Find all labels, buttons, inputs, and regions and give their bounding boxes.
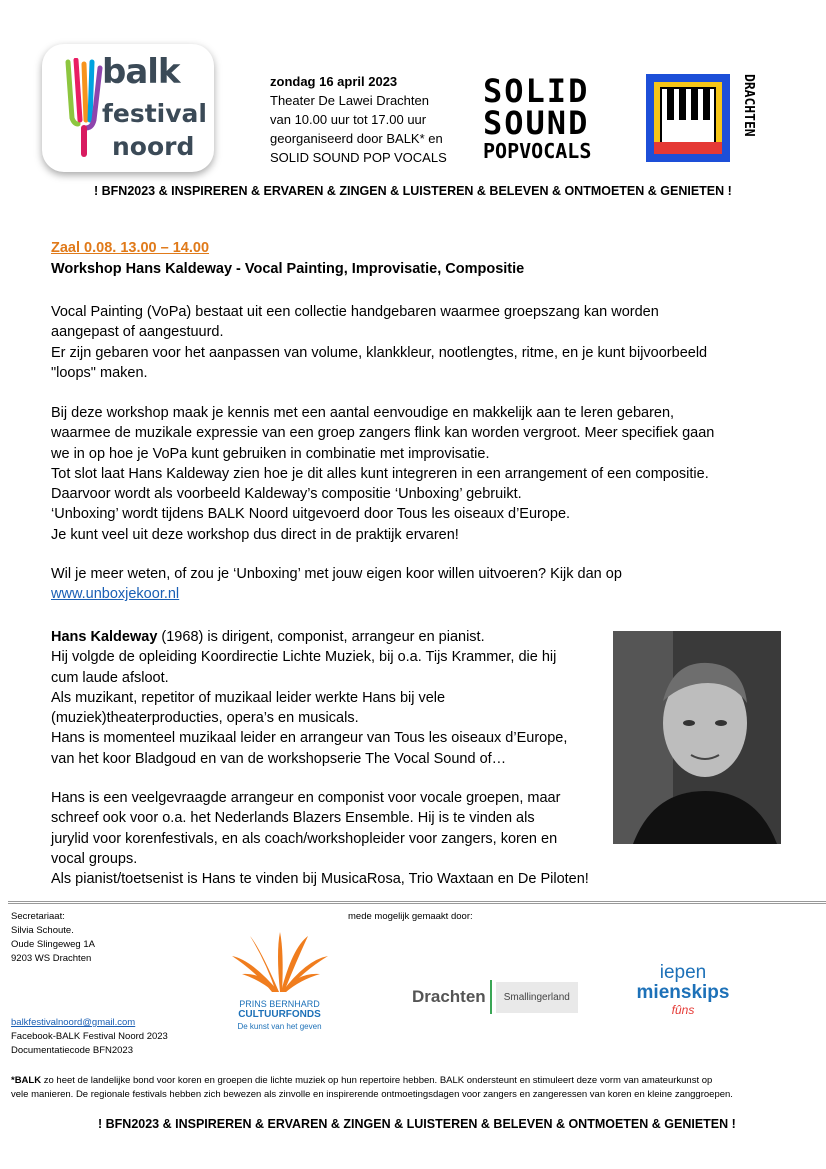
mienskips-text: mienskips (636, 982, 730, 1003)
pbc-line3: De kunst van het geven (237, 1022, 322, 1031)
prins-bernhard-logo (222, 932, 337, 1034)
banner-top: ! BFN2023 & INSPIREREN & ERVAREN & ZINGEN & LUISTEREN & BELEVEN & ONTMOETEN & GENIETEN ! (94, 184, 732, 198)
text-line: Hans is een veelgevraagde arrangeur en componist voor vocale groepen, maar (51, 790, 561, 806)
doc-code: Documentatiecode BFN2023 (11, 1045, 133, 1056)
secretariat-block (11, 910, 95, 966)
paragraph-intro (51, 302, 791, 383)
text-line: Wil je meer weten, of zou je ‘Unboxing’ met jouw eigen koor willen uitvoeren? Kijk dan op (51, 566, 622, 582)
balk-festival-logo (42, 44, 214, 172)
text-line: jurylid voor korenfestivals, en als coach/workshopleider voor zangers, koren en (51, 830, 558, 847)
text-line: Je kunt veel uit deze workshop dus direct in de praktijk ervaren! (51, 526, 459, 543)
bio-name: Hans Kaldeway (51, 629, 158, 645)
text-line: Tot slot laat Hans Kaldeway zien hoe je dit alles kunt integreren in een arrangement of een compositie. (51, 465, 709, 482)
text-line: Hij volgde de opleiding Koordirectie Lichte Muziek, bij o.a. Tijs Krammer, die hij (51, 649, 557, 666)
text-line: ‘Unboxing’ wordt tijdens BALK Noord uitgevoerd door Tous les oiseaux d’Europe. (51, 506, 571, 523)
text-line: Als pianist/toetsenist is Hans te vinden bij MusicaRosa, Trio Waxtaan en De Piloten! (51, 871, 589, 888)
event-date: zondag 16 april 2023 (270, 74, 398, 89)
solid-sound-line1: SOLID (483, 72, 590, 110)
text-line: Vocal Painting (VoPa) bestaat uit een collectie handgebaren waarmee groepszang kan worden (51, 304, 659, 320)
text-line: "loops" maken. (51, 364, 148, 381)
text-line: Er zijn gebaren voor het aanpassen van volume, klankkleur, nootlengtes, ritme, en je kunt bijvoorbeeld (51, 344, 708, 361)
secretariat-city: 9203 WS Drachten (11, 953, 92, 964)
text-line: Daarvoor wordt als voorbeeld Kaldeway’s compositie ‘Unboxing’ gebruikt. (51, 486, 522, 503)
secretariat-street: Oude Slingeweg 1A (11, 939, 95, 950)
event-info (270, 72, 447, 167)
email-link[interactable]: balkfestivalnoord@gmail.com (11, 1017, 136, 1028)
paragraph-bio-2 (51, 788, 811, 889)
text-line: schreef ook voor o.a. het Nederlands Blazers Ensemble. Hij is te vinden als (51, 810, 535, 827)
pbc-line2: CULTUURFONDS (238, 1009, 321, 1020)
footnote-line2: vele manieren. De regionale festivals hebben zich bewezen als zinvolle en inspirerende ontmoetingsdagen voor zangers en zangeressen van koren en kleine zanggroepen. (11, 1088, 733, 1100)
text-line: van het koor Bladgoud en van de workshopserie The Vocal Sound of… (51, 750, 507, 767)
smallingerland-text: Smallingerland (496, 982, 578, 1013)
pbc-line1: PRINS BERNHARD (239, 999, 320, 1009)
solid-sound-side: DRACHTEN (741, 74, 756, 137)
facebook-text: Facebook-BALK Festival Noord 2023 (11, 1031, 168, 1042)
event-time: van 10.00 uur tot 17.00 uur (270, 112, 427, 127)
event-organizer-1: georganiseerd door BALK* en (270, 131, 443, 146)
paragraph-workshop (51, 403, 811, 545)
sponsors-label: mede mogelijk gemaakt door: (348, 911, 473, 922)
footer-divider (8, 901, 826, 904)
funs-text: fûns (671, 1003, 695, 1017)
text-line: Hans is momenteel muzikaal leider en arrangeur van Tous les oiseaux d’Europe, (51, 730, 568, 747)
text-line: Als muzikant, repetitor of muzikaal leider werkte Hans bij vele (51, 689, 446, 706)
event-organizer-2: SOLID SOUND POP VOCALS (270, 150, 447, 165)
session-title: Workshop Hans Kaldeway - Vocal Painting, Improvisatie, Compositie (51, 261, 525, 277)
contact-block (11, 1016, 168, 1058)
footnote (11, 1074, 811, 1101)
solid-sound-logo (483, 72, 758, 164)
tuning-fork-logo-icon (62, 58, 106, 158)
solid-sound-line2: SOUND (483, 104, 590, 142)
text-line: vocal groups. (51, 850, 138, 867)
secretariat-label: Secretariaat: (11, 911, 65, 922)
secretariat-name: Silvia Schoute. (11, 925, 74, 936)
footnote-bold: *BALK (11, 1075, 42, 1086)
balk-logo-line3: noord (112, 132, 195, 161)
event-venue: Theater De Lawei Drachten (270, 93, 429, 108)
iepen-text: iepen (659, 962, 707, 983)
text-line: we in op hoe je VoPa kunt gebruiken in combinatie met improvisatie. (51, 445, 490, 462)
iepen-mienskipsfuns-logo (628, 963, 738, 1017)
banner-bottom: ! BFN2023 & INSPIREREN & ERVAREN & ZINGEN & LUISTEREN & BELEVEN & ONTMOETEN & GENIETEN ! (98, 1117, 736, 1131)
session-time: Zaal 0.08. 13.00 – 14.00 (51, 240, 210, 256)
piano-keys-icon (646, 74, 730, 162)
footnote-line1: zo heet de landelijke bond voor koren en groepen die lichte muziek op hun repertoire hebben. BALK ondersteunt en stimuleert deze vorm van amateurkunst op (41, 1075, 713, 1086)
unboxjekoor-link[interactable]: www.unboxjekoor.nl (51, 586, 180, 603)
text-line: Bij deze workshop maak je kennis met een aantal eenvoudige en makkelijk aan te leren gebaren, (51, 405, 675, 421)
paragraph-bio (51, 627, 606, 769)
drachten-text: Drachten (412, 987, 486, 1006)
flame-icon (222, 932, 337, 994)
balk-logo-line1: balk (102, 52, 180, 92)
bio-first-line: (1968) is dirigent, componist, arrangeur en pianist. (157, 629, 485, 645)
solid-sound-line3: POPVOCALS (483, 139, 592, 163)
text-line: cum laude afsloot. (51, 669, 169, 686)
drachten-logo (412, 980, 578, 1014)
text-line: waarmee de muzikale expressie van een groep zangers flink kan worden vergroot. Meer specifiek gaan (51, 425, 715, 442)
text-line: aangepast of aangestuurd. (51, 324, 224, 341)
drachten-divider (490, 980, 492, 1014)
balk-logo-line2: festival (102, 99, 207, 128)
text-line: (muziek)theaterproducties, opera’s en musicals. (51, 710, 359, 727)
paragraph-more-info (51, 564, 791, 605)
